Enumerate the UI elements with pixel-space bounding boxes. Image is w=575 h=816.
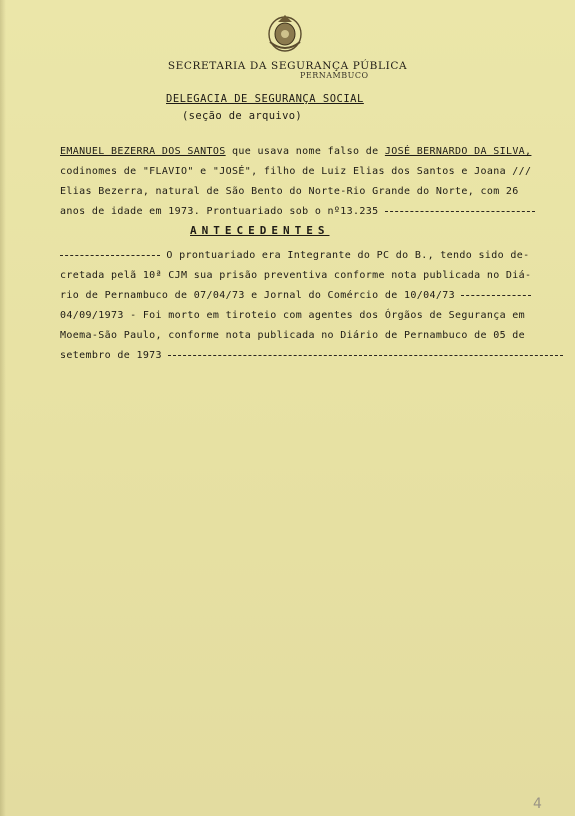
page-edge-shadow [0, 0, 6, 816]
header-secao: (seção de arquivo) [182, 110, 303, 122]
intro-line-4 [60, 206, 535, 218]
header-estado: PERNAMBUCO [300, 71, 369, 80]
body-line-3-text: rio de Pernambuco de 07/04/73 e Jornal do Comércio de 10/04/73 [60, 290, 455, 301]
body-line-1 [60, 250, 530, 262]
filler-dash [60, 255, 160, 256]
body-line-2: cretada pelã 10ª CJM sua prisão preventiva conforme nota publicada no Diá- [60, 270, 532, 281]
page-number: 4 [533, 796, 542, 812]
header-delegacia: DELEGACIA DE SEGURANÇA SOCIAL [166, 93, 364, 105]
body-line-3 [60, 290, 531, 302]
filler-dash [168, 355, 563, 356]
body-line-6 [60, 350, 563, 362]
coat-of-arms-seal-icon [264, 12, 306, 54]
filler-dash [461, 295, 531, 296]
body-line-4: 04/09/1973 - Foi morto em tiroteio com agentes dos Órgãos de Segurança em [60, 310, 526, 321]
body-line-1-text: O prontuariado era Integrante do PC do B., tendo sido de- [166, 250, 530, 261]
subject-alias: JOSÉ BERNARDO DA SILVA, [384, 146, 532, 157]
intro-line-3: Elias Bezerra, natural de São Bento do Norte-Rio Grande do Norte, com 26 [60, 186, 519, 197]
intro-line-2: codinomes de "FLAVIO" e "JOSÉ", filho de Luiz Elias dos Santos e Joana /// [60, 166, 532, 177]
intro-line-1-mid: que usava nome falso de [225, 146, 385, 157]
intro-line-1 [60, 146, 531, 158]
section-title: ANTECEDENTES [190, 224, 330, 237]
subject-name: EMANUEL BEZERRA DOS SANTOS [60, 146, 226, 157]
header-secretaria: SECRETARIA DA SEGURANÇA PÚBLICA [167, 60, 408, 72]
filler-dash [385, 211, 535, 212]
body-line-5: Moema-São Paulo, conforme nota publicada no Diário de Pernambuco de 05 de [60, 330, 526, 341]
body-line-6-text: setembro de 1973 [60, 350, 162, 361]
intro-line-4-text: anos de idade em 1973. Prontuariado sob o nº13.235 [60, 206, 379, 217]
